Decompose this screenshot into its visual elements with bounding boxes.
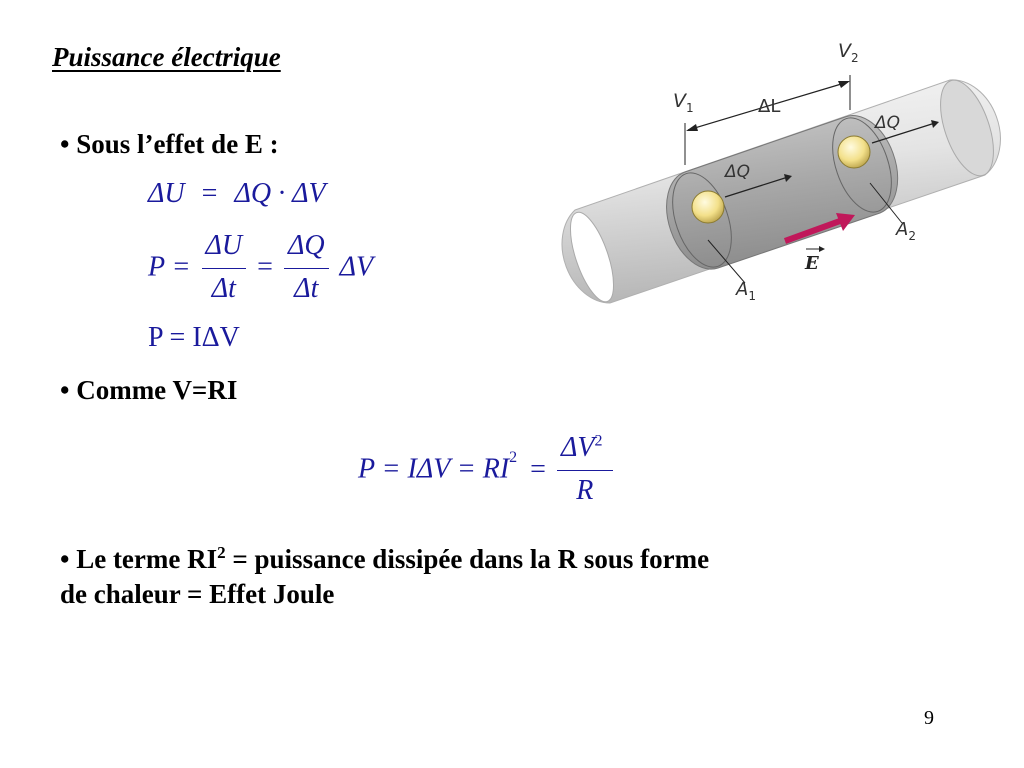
eq4-frac-num-text: ΔV — [560, 432, 595, 463]
eq1-op: = — [201, 178, 218, 209]
slide-title: Puissance électrique — [52, 42, 281, 72]
eq2-frac1-den: Δt — [211, 273, 236, 304]
charge-left-icon — [692, 191, 724, 223]
eq2-frac1-num: ΔU — [202, 230, 247, 269]
label-e-field: E — [805, 253, 819, 274]
equation-power-fractions — [148, 230, 373, 305]
eq4-sup: 2 — [509, 448, 518, 466]
eq2-fraction-1 — [202, 230, 247, 305]
bullet-ohm-law — [60, 370, 237, 410]
eq2-lhs: P = — [148, 251, 191, 283]
bullet3-sup: 2 — [217, 543, 226, 562]
bullet2-rest: V=RI — [172, 375, 238, 405]
label-delta-l: ΔL — [758, 96, 781, 117]
eq2-equals: = — [257, 251, 273, 283]
equation-energy — [148, 178, 326, 210]
eq2-frac2-den: Δt — [294, 273, 319, 304]
eq4-frac-num — [557, 432, 613, 471]
eq4-left: P = IΔV = RI — [358, 453, 510, 485]
bullet-joule-effect-line2: de chaleur = Effet Joule — [60, 579, 335, 609]
label-dq-left: ΔQ — [725, 162, 751, 182]
eq2-frac2-num: ΔQ — [284, 230, 329, 269]
bullet3-rest: = puissance dissipée dans la R sous forme — [225, 544, 710, 574]
bullet2-prefix: • Comme — [60, 375, 173, 405]
eq1-lhs: ΔU — [148, 178, 185, 209]
bullet-joule-effect — [60, 533, 709, 579]
label-dq-right: ΔQ — [875, 113, 901, 133]
eq4-equals: = — [530, 453, 546, 485]
eq4-frac-den: R — [576, 475, 594, 506]
bullet3-prefix: • Le terme RI — [60, 544, 218, 574]
equation-joule — [358, 432, 617, 507]
label-v2: $V_2$ — [838, 40, 859, 65]
equation-power-current: P = IΔV — [148, 322, 240, 353]
label-v1: $V_1$ — [673, 90, 694, 115]
label-a1: $A_1$ — [736, 279, 756, 303]
eq4-fraction — [557, 432, 613, 507]
eq1-rhs: ΔQ · ΔV — [234, 178, 326, 209]
eq2-fraction-2 — [284, 230, 329, 305]
label-a2: $A_2$ — [896, 219, 916, 243]
page-number: 9 — [924, 707, 934, 729]
charge-right-icon — [838, 136, 870, 168]
eq4-frac-num-sup: 2 — [594, 432, 603, 450]
bullet-effect-of-e: • Sous l’effet de E : — [60, 129, 279, 159]
conductor-diagram — [540, 35, 1010, 315]
eq2-tail: ΔV — [339, 251, 374, 283]
